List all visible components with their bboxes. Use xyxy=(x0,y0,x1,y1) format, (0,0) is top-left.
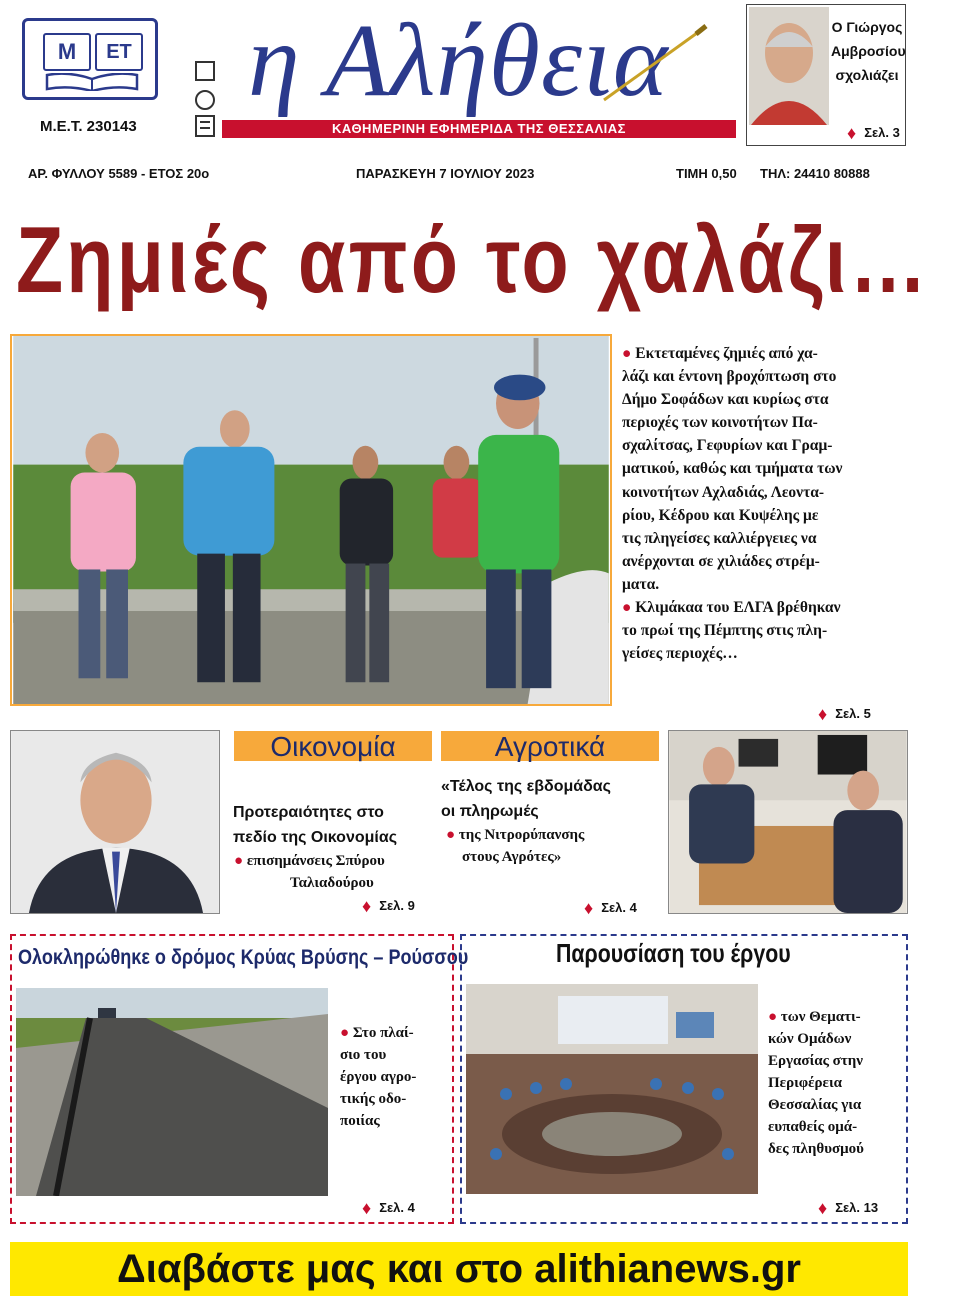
lead-page[interactable]: Σελ. 5 xyxy=(835,705,871,721)
lead-line: ρίου, Κέδρου και Κυψέλης με xyxy=(622,506,819,524)
agri-title-line2[interactable]: οι πληρωμές xyxy=(441,803,539,820)
columnist-photo xyxy=(749,7,829,125)
bullet-icon: ● xyxy=(622,345,636,362)
lead-line: λάζι και έντονη βροχόπτωση στο xyxy=(622,368,837,386)
diamond-icon: ♦ xyxy=(584,898,594,918)
agri-photo[interactable] xyxy=(668,730,908,914)
presentation-line: Εργασίας στην xyxy=(768,1053,863,1069)
road-line: Στο πλαί- xyxy=(352,1025,414,1041)
columnist-line3: σχολιάζει xyxy=(835,67,899,83)
lead-line: Κλιμάκαα του ΕΛΓΑ βρέθηκαν xyxy=(635,599,841,617)
lead-line: ματα. xyxy=(622,575,660,593)
economy-sub-line1: επισημάνσεις Σπύρου xyxy=(246,853,385,869)
issue-date: ΠΑΡΑΣΚΕΥΗ 7 ΙΟΥΛΙΟΥ 2023 xyxy=(356,166,535,181)
presentation-text xyxy=(768,1006,864,1160)
road-page[interactable]: Σελ. 4 xyxy=(379,1199,415,1215)
agri-page[interactable]: Σελ. 4 xyxy=(601,899,637,915)
economy-photo[interactable] xyxy=(10,730,220,914)
presentation-line: Θεσσαλίας για xyxy=(768,1097,862,1113)
economy-page[interactable]: Σελ. 9 xyxy=(379,897,415,913)
presentation-line: δες πληθυσμού xyxy=(768,1141,864,1157)
economy-title-line2[interactable]: πεδίο της Οικονομίας xyxy=(233,829,398,846)
road-line: τικής οδο- xyxy=(340,1091,407,1107)
lead-line: Εκτεταμένες ζημιές από χα- xyxy=(635,345,818,362)
issue-price: ΤΙΜΗ 0,50 xyxy=(676,166,737,181)
lead-line: γείσες περιοχές… xyxy=(622,645,738,663)
emblem-icon xyxy=(192,60,218,138)
bullet-icon: ● xyxy=(234,853,247,869)
masthead-subtitle: ΚΑΘΗΜΕΡΙΝΗ ΕΦΗΜΕΡΙΔΑ ΤΗΣ ΘΕΣΣΑΛΙΑΣ xyxy=(222,120,736,138)
met-logo xyxy=(22,18,158,100)
economy-title-line1[interactable]: Προτεραιότητες στο xyxy=(233,804,384,821)
presentation-page[interactable]: Σελ. 13 xyxy=(835,1199,879,1215)
bullet-icon: ● xyxy=(622,599,636,617)
columnist-line2: Αμβροσίου xyxy=(831,43,906,59)
agri-sub-line2: στους Αγρότες» xyxy=(462,849,562,865)
economy-banner[interactable]: Οικονομία xyxy=(234,731,432,761)
pen-icon xyxy=(600,24,710,104)
presentation-line: των Θεματι- xyxy=(780,1009,861,1025)
bullet-icon: ● xyxy=(340,1025,353,1041)
economy-sub-line2: Ταλιαδούρου xyxy=(290,875,374,891)
issue-number: ΑΡ. ΦΥΛΛΟΥ 5589 - ΕΤΟΣ 20ο xyxy=(28,166,210,181)
columnist-box[interactable] xyxy=(746,4,906,146)
presentation-line: Περιφέρεια xyxy=(768,1075,842,1091)
agri-banner[interactable]: Αγροτικά xyxy=(441,731,659,761)
agri-sub-line1: της Νιτρορύπανσης xyxy=(458,827,585,843)
diamond-icon: ♦ xyxy=(818,704,828,724)
masthead-title: η Αλήθεια xyxy=(248,3,669,118)
lead-line: σχαλίτσας, Γεφυρίων και Γραμ- xyxy=(622,437,833,455)
lead-line: ματικού, καθώς και τμήματα των xyxy=(622,460,843,478)
met-logo-m: Μ xyxy=(43,33,91,71)
road-photo[interactable] xyxy=(16,988,328,1196)
lead-headline[interactable]: Ζημιές από το χαλάζι… xyxy=(16,207,930,312)
lead-line: Δήμο Σοφάδων και κυρίως στα xyxy=(622,391,829,409)
road-line: έργου αγρο- xyxy=(340,1069,417,1085)
road-line: σιο του xyxy=(340,1047,387,1063)
open-book-icon xyxy=(45,73,139,91)
met-logo-et: ΕΤ xyxy=(95,33,143,71)
lead-line: κοινοτήτων Αχλαδιάς, Λεοντα- xyxy=(622,483,825,501)
lead-line: το πρωί της Πέμπτης στις πλη- xyxy=(622,622,828,640)
road-line: ποιίας xyxy=(340,1113,380,1129)
columnist-line1: Ο Γιώργος xyxy=(831,19,903,35)
lead-line: περιοχές των κοινοτήτων Πα- xyxy=(622,414,818,432)
presentation-headline[interactable]: Παρουσίαση του έργου xyxy=(556,938,791,968)
footer-banner[interactable]: Διαβάστε μας και στο alithianews.gr xyxy=(10,1242,908,1296)
presentation-line: ευπαθείς ομά- xyxy=(768,1119,858,1135)
columnist-page: Σελ. 3 xyxy=(864,124,900,140)
road-headline[interactable]: Ολοκληρώθηκε ο δρόμος Κρύας Βρύσης – Ρούσσου xyxy=(18,946,469,969)
phone-number: ΤΗΛ: 24410 80888 xyxy=(760,166,870,181)
lead-photo[interactable] xyxy=(10,334,612,706)
agri-title-line1[interactable]: «Τέλος της εβδομάδας xyxy=(441,778,611,795)
lead-text xyxy=(622,342,912,665)
lead-line: ανέρχονται σε χιλιάδες στρέμ- xyxy=(622,552,820,570)
diamond-icon: ♦ xyxy=(818,1198,828,1218)
presentation-line: κών Ομάδων xyxy=(768,1031,852,1047)
bullet-icon: ● xyxy=(446,827,459,843)
road-text xyxy=(340,1022,416,1132)
presentation-photo[interactable] xyxy=(466,984,758,1194)
bullet-icon: ● xyxy=(768,1009,781,1025)
diamond-icon: ♦ xyxy=(362,896,372,916)
lead-line: τις πληγείσες καλλιέργειες να xyxy=(622,529,817,547)
diamond-icon: ♦ xyxy=(362,1198,372,1218)
met-number: Μ.Ε.Τ. 230143 xyxy=(40,118,137,135)
diamond-icon: ♦ xyxy=(847,123,857,143)
